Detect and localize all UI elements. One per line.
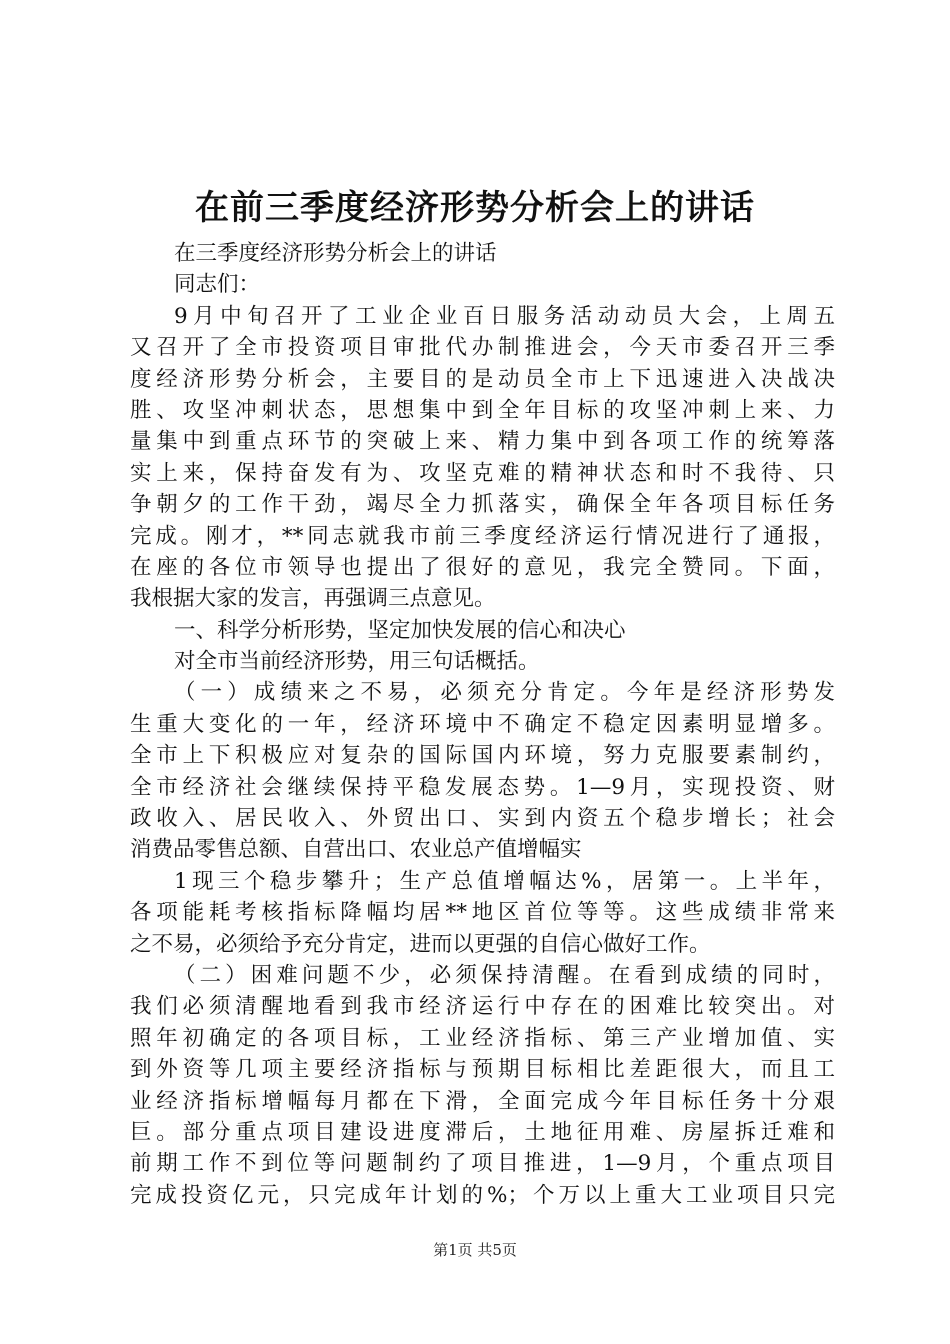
text-line: 照年初确定的各项目标，工业经济指标、第三产业增加值、实 [130,1025,835,1051]
text-line: 全市经济社会继续保持平稳发展态势。1—9月，实现投资、财 [130,774,835,800]
text-line: 之不易，必须给予充分肯定，进而以更强的自信心做好工作。 [130,931,711,957]
text-line: 各项能耗考核指标降幅均居**地区首位等等。这些成绩非常来 [130,900,835,926]
text-line: 实上来，保持奋发有为、攻坚克难的精神状态和时不我待、只 [130,460,835,486]
text-line: 前期工作不到位等问题制约了项目推进，1—9月，个重点项目 [130,1151,835,1177]
text-line: 到外资等几项主要经济指标与预期目标相比差距很大，而且工 [130,1057,835,1083]
text-line: 9月中旬召开了工业企业百日服务活动动员大会，上周五 [174,303,835,329]
text-line: 消费品零售总额、自营出口、农业总产值增幅实 [130,837,582,863]
text-line: （二）困难问题不少，必须保持清醒。在看到成绩的同时， [174,962,835,988]
text-line: 我根据大家的发言，再强调三点意见。 [130,586,496,612]
text-line: 在座的各位市领导也提出了很好的意见，我完全赞同。下面， [130,554,835,580]
text-line: 度经济形势分析会，主要目的是动员全市上下迅速进入决战决 [130,366,835,392]
document-body [130,238,835,1211]
text-line: 争朝夕的工作干劲，竭尽全力抓落实，确保全年各项目标任务 [130,492,835,518]
text-line: 在三季度经济形势分析会上的讲话 [174,241,497,266]
text-line: 政收入、居民收入、外贸出口、实到内资五个稳步增长；社会 [130,806,835,832]
section-heading: 一、科学分析形势，坚定加快发展的信心和决心 [174,617,626,643]
text-line: 生重大变化的一年，经济环境中不确定不稳定因素明显增多。 [130,711,835,737]
text-line: 对全市当前经济形势，用三句话概括。 [174,649,540,675]
text-line: 全市上下积极应对复杂的国际国内环境，努力克服要素制约， [130,743,835,769]
text-line: 量集中到重点环节的突破上来、精力集中到各项工作的统筹落 [130,429,835,455]
text-line: （一）成绩来之不易，必须充分肯定。今年是经济形势发 [174,680,835,706]
text-line: 业经济指标增幅每月都在下滑，全面完成今年目标任务十分艰 [130,1088,835,1114]
text-line: 巨。部分重点项目建设进度滞后，土地征用难、房屋拆迁难和 [130,1119,835,1145]
text-line: 胜、攻坚冲刺状态，思想集中到全年目标的攻坚冲刺上来、力 [130,397,835,423]
text-line: 完成投资亿元，只完成年计划的%；个万以上重大工业项目只完 [130,1182,835,1208]
text-line: 完成。刚才，**同志就我市前三季度经济运行情况进行了通报， [130,523,835,549]
text-line: 1现三个稳步攀升；生产总值增幅达%，居第一。上半年， [174,868,835,894]
page-number-footer: 第1页 共5页 [433,1241,517,1259]
text-line: 同志们： [174,272,261,298]
document-title: 在前三季度经济形势分析会上的讲话 [195,188,755,228]
text-line: 我们必须清醒地看到我市经济运行中存在的困难比较突出。对 [130,994,835,1020]
text-line: 又召开了全市投资项目审批代办制推进会，今天市委召开三季 [130,335,835,361]
